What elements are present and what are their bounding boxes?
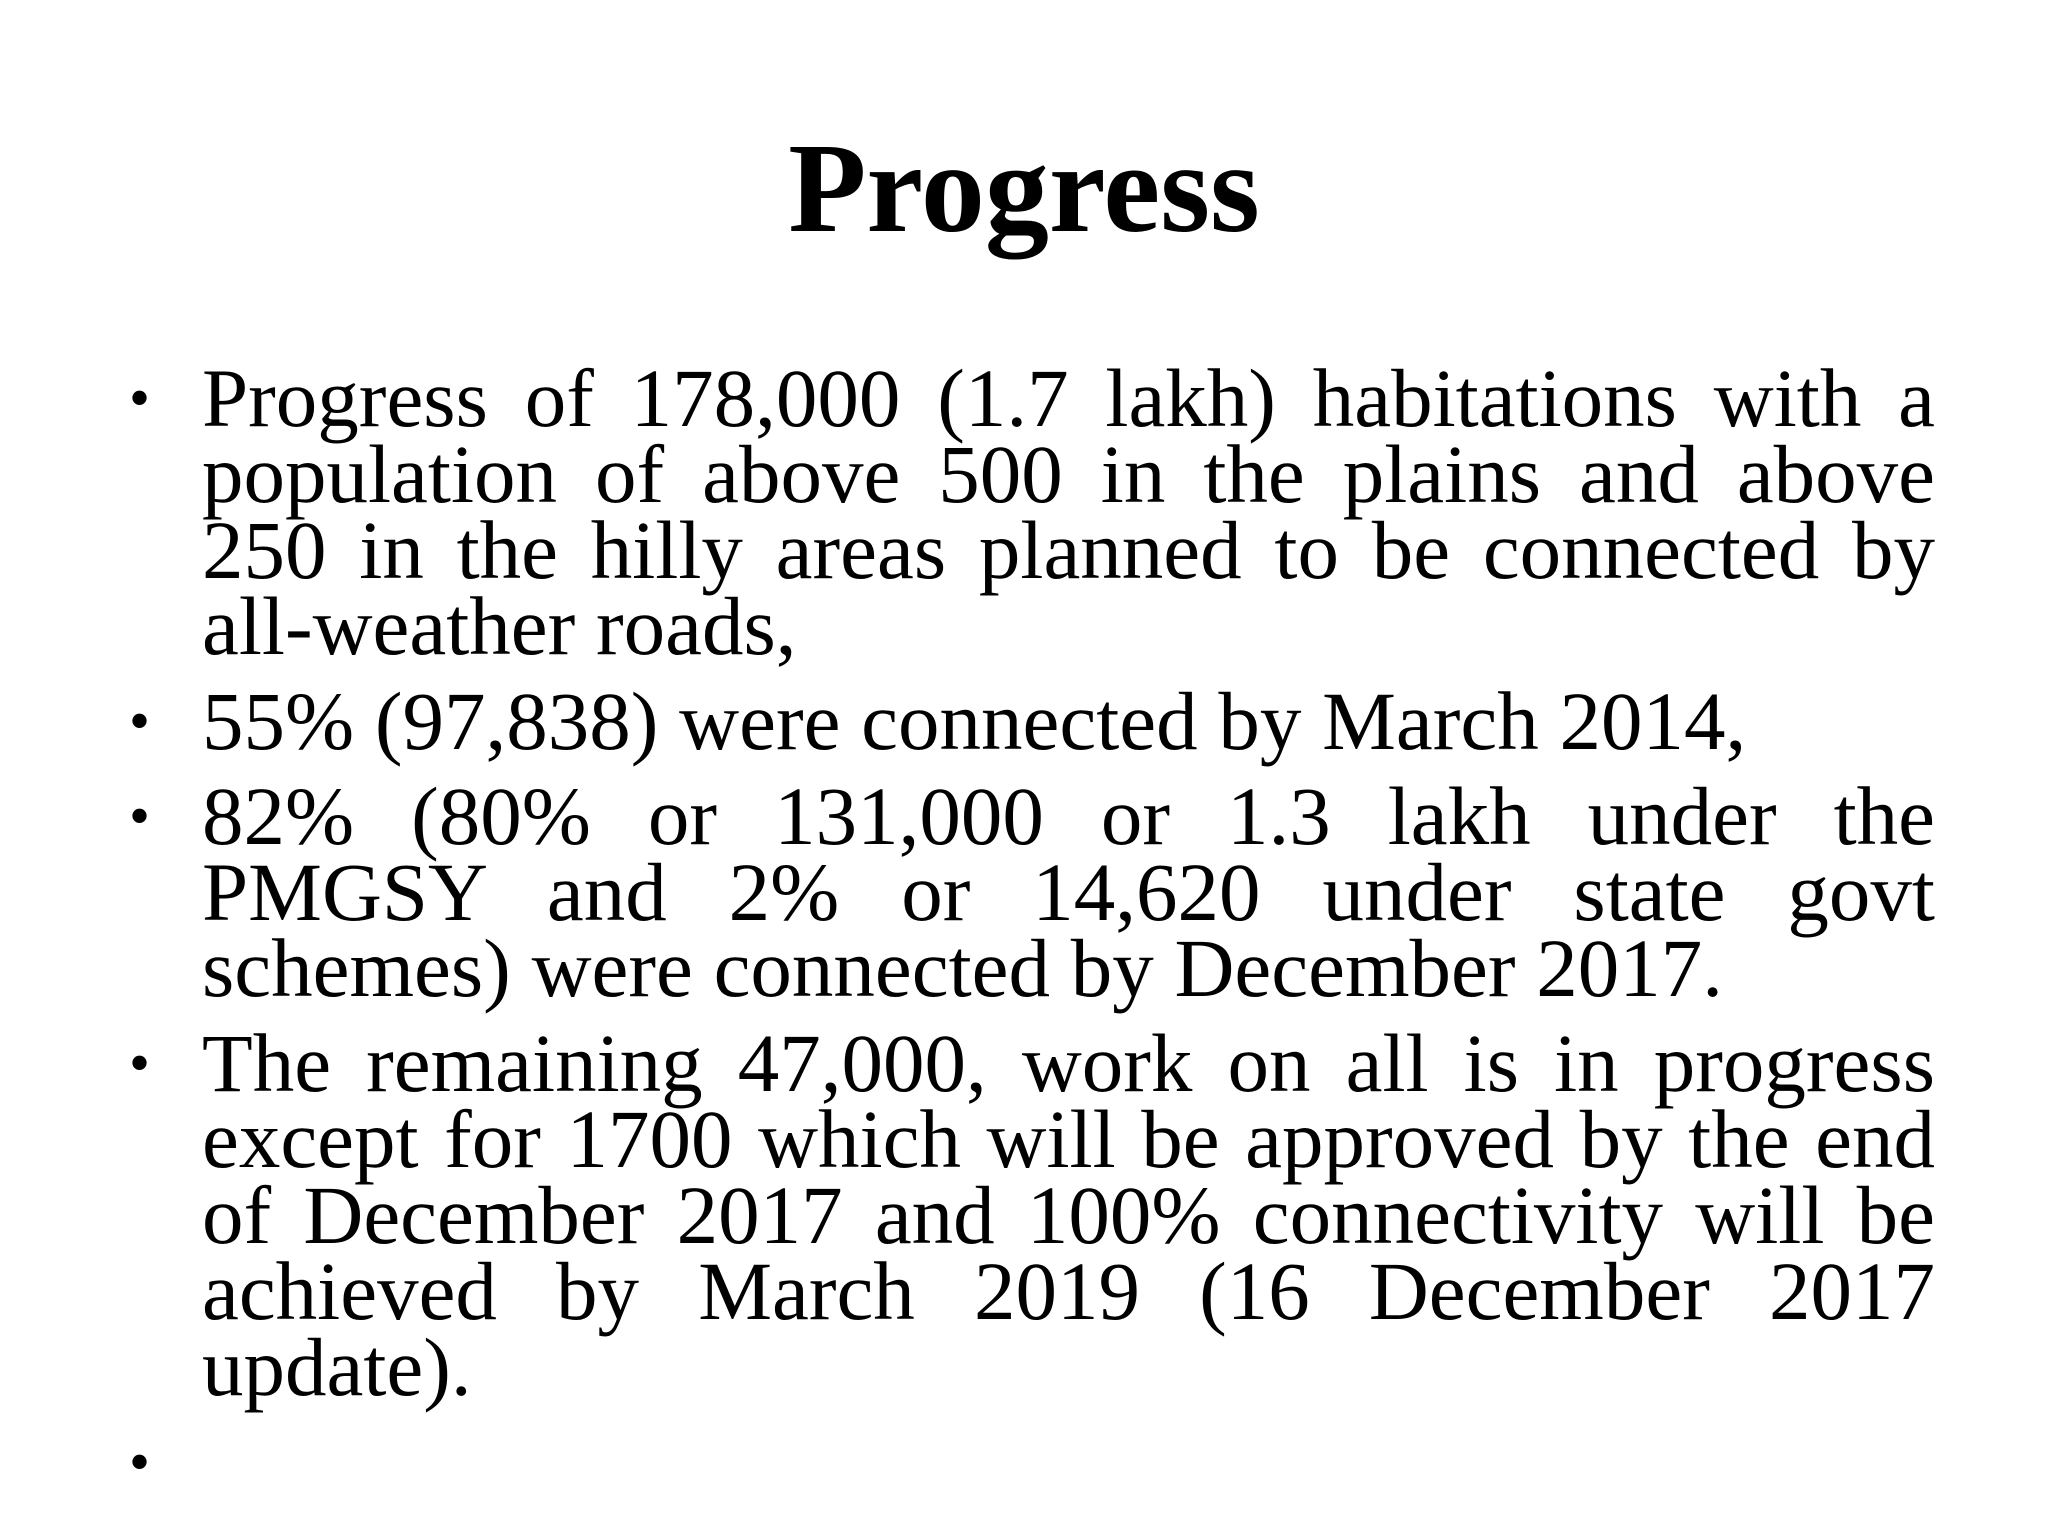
bullet-icon: •: [129, 1030, 151, 1096]
bullet-item: [115, 352, 1935, 672]
bullet-item: [115, 1017, 1935, 1413]
bullet-text: 82% (80% or 131,000 or 1.3 lakh under the PMGSY and 2% or 14,620 under state govt schemes) were connected by December 2017.: [202, 770, 1935, 1014]
bullet-text: 55% (97,838) were connected by March 2014,: [202, 675, 1747, 767]
bullet-item: [115, 770, 1935, 1014]
bullet-list: [115, 352, 1935, 1519]
bullet-item-empty: [115, 1424, 1935, 1500]
slide-title: Progress: [788, 117, 1260, 259]
bullet-icon: •: [129, 688, 151, 754]
bullet-text: Progress of 178,000 (1.7 lakh) habitations with a population of above 500 in the plains and above 250 in the hilly areas planned to be connected by all-weather roads,: [202, 352, 1935, 672]
bullet-icon: •: [129, 783, 151, 849]
bullet-item: [115, 675, 1935, 767]
bullet-icon: •: [129, 365, 151, 431]
bullet-text: The remaining 47,000, work on all is in progress except for 1700 which will be approved by the end of December 2017 and 100% connectivity will be achieved by March 2019 (16 December 2017 update).: [202, 1017, 1935, 1413]
bullet-icon: •: [129, 1429, 151, 1495]
